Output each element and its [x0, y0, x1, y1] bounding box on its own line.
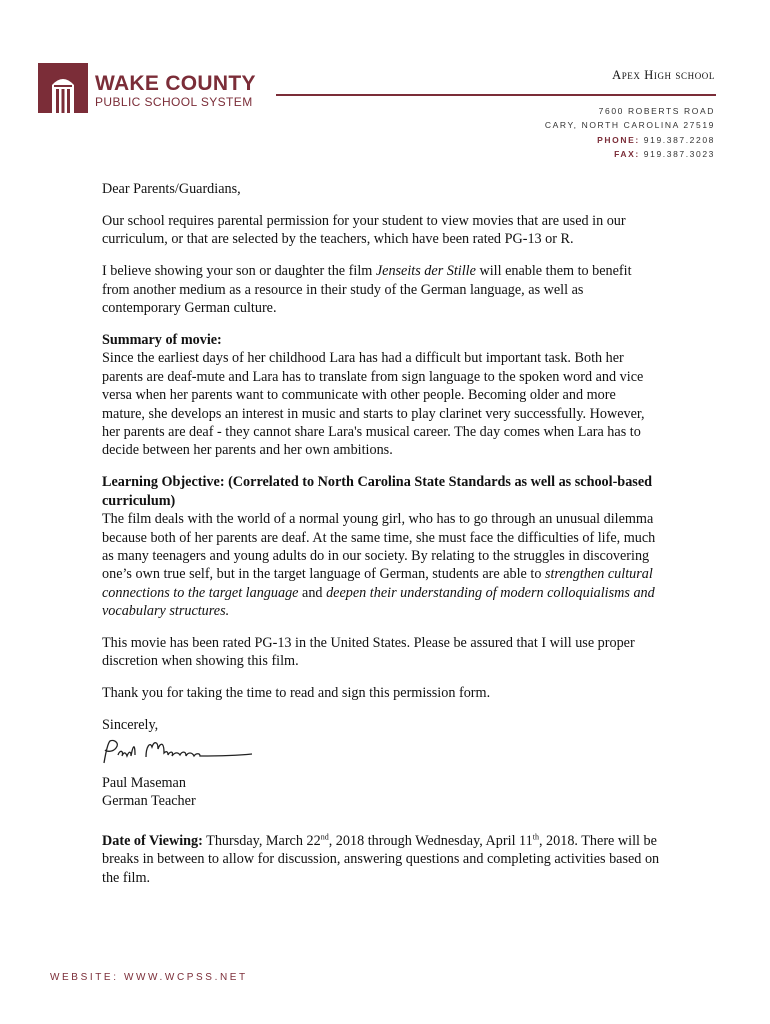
phone-number: 919.387.2208 — [643, 135, 715, 145]
fax-label: FAX: — [614, 149, 640, 159]
phone-line — [597, 135, 715, 145]
date-sup-2: th — [532, 832, 539, 842]
address-line-1: 7600 ROBERTS ROAD — [598, 106, 715, 116]
letter-body — [102, 180, 662, 901]
film-text-b: will enable them to benefit from another medium as a resource in their study of the German language, as well as contemporary German culture. — [102, 263, 632, 317]
summary-heading: Summary of movie: — [102, 331, 222, 348]
objective-italic-2: deepen their understanding of modern colloquialisms and vocabulary structures. — [102, 584, 655, 620]
objective-text-a: The film deals with the world of a normal young girl, who has to go through an unusual dilemma because both of her parents are deaf. At the same time, she must face the difficulties of life, much as many teenagers and young adults do in our society. By relating to the struggles in discovering one’s own true self, but in the target language of German, students are able to — [102, 511, 656, 583]
phone-label: PHONE: — [597, 135, 640, 145]
header-rule — [276, 94, 716, 96]
address-line-2: CARY, NORTH CAROLINA 27519 — [544, 120, 715, 130]
signer-title: German Teacher — [102, 793, 196, 810]
film-title: Jenseits der Stille — [375, 263, 476, 280]
summary-section — [102, 331, 662, 460]
closing: Sincerely, — [102, 717, 159, 734]
objective-section — [102, 473, 662, 620]
paragraph-rating: This movie has been rated PG-13 in the United States. Please be assured that I will use proper discretion when showing this film. — [102, 635, 635, 670]
date-sup-1: nd — [320, 832, 329, 842]
date-text-a: Thursday, March 22 — [202, 832, 321, 849]
org-subtitle: PUBLIC SCHOOL SYSTEM — [95, 95, 253, 109]
film-text-a: I believe showing your son or daughter the film — [102, 263, 376, 280]
footer-website: WEBSITE: WWW.WCPSS.NET — [50, 972, 248, 983]
date-text-b: , 2018 through Wednesday, April 11 — [328, 832, 533, 849]
signer-name: Paul Maseman — [102, 775, 186, 792]
viewing-date — [102, 832, 662, 887]
paragraph-thanks: Thank you for taking the time to read and sign this permission form. — [102, 685, 491, 702]
wcpss-logo — [38, 63, 88, 113]
date-text-c: , 2018. There will be breaks in between to allow for discussion, answering questions and completing activities based on the film. — [102, 832, 660, 886]
greeting: Dear Parents/Guardians, — [102, 181, 241, 197]
objective-italic-1: strengthen cultural connections to the target language — [102, 566, 653, 601]
paragraph-permission: Our school requires parental permission for your student to view movies that are used in our curriculum, or that are selected by the teachers, which have been rated PG-13 or R. — [102, 212, 626, 248]
signature-image — [102, 737, 262, 771]
school-name: Apex High school — [612, 68, 715, 82]
objective-text-b: and — [298, 584, 327, 601]
summary-text: Since the earliest days of her childhood Lara has had a difficult but important task. Both her parents are deaf-mute and Lara has to translate from sign language to the spoken word and vice versa when her parents want to communicate with other people. Becoming older and more mature, she develops an interest in music and starts to play clarinet very successfully. However, her parents are deaf - they cannot share Lara's musical career. The day comes when Lara has to decide between her parents and her own ambitions. — [102, 350, 645, 459]
fax-number: 919.387.3023 — [643, 149, 715, 159]
date-label: Date of Viewing: — [102, 832, 203, 849]
org-name: WAKE COUNTY — [95, 72, 256, 95]
paragraph-film — [102, 262, 662, 317]
fax-line — [614, 149, 715, 159]
objective-heading: Learning Objective: (Correlated to North Carolina State Standards as well as school-based curriculum) — [102, 474, 653, 509]
